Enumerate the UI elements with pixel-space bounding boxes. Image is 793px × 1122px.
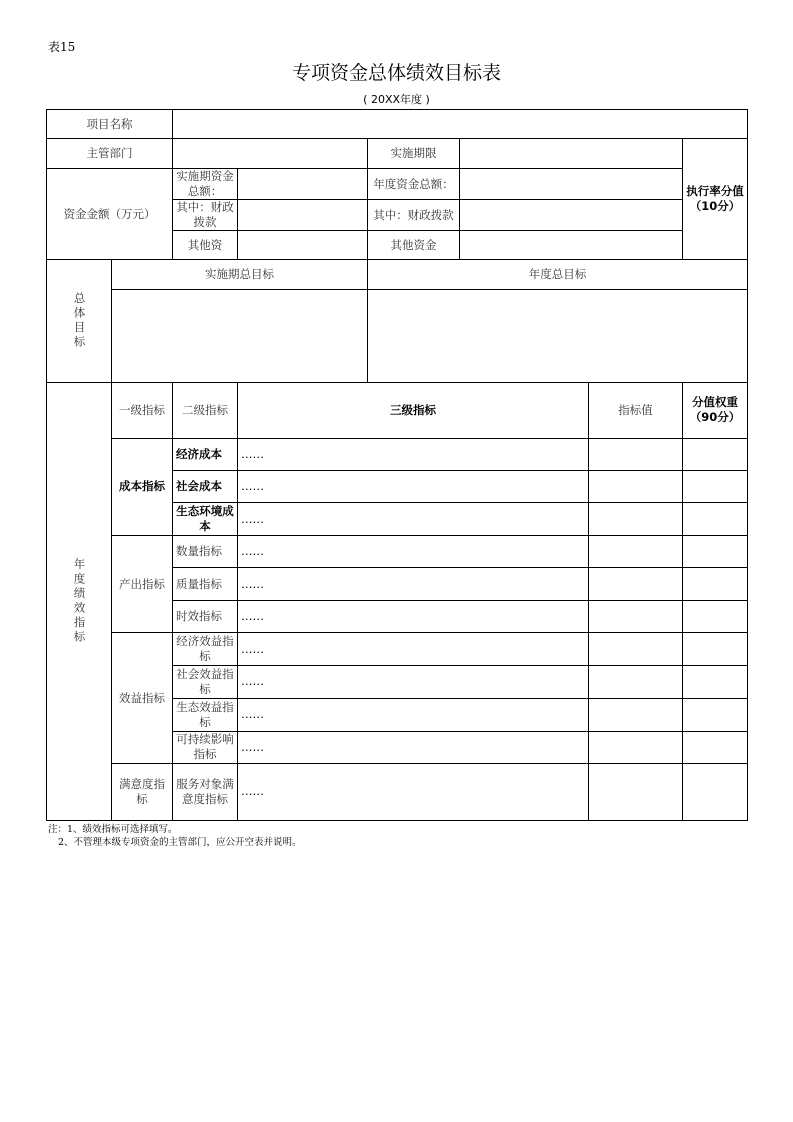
value-field[interactable]	[589, 666, 683, 698]
weight-field[interactable]	[683, 763, 748, 820]
indicator-quality: 质量指标	[173, 568, 238, 601]
other-funds-label: 其他资	[173, 231, 238, 260]
level2-header: 二级指标	[173, 382, 238, 438]
performance-target-table	[46, 109, 748, 821]
weight-field[interactable]	[683, 568, 748, 601]
value-field[interactable]	[589, 601, 683, 633]
level3-field[interactable]: ……	[238, 633, 589, 666]
indicator-sustainability: 可持续影响指标	[173, 731, 238, 763]
value-field[interactable]	[589, 568, 683, 601]
level3-field[interactable]: ……	[238, 698, 589, 731]
level3-field[interactable]: ……	[238, 666, 589, 698]
level3-field[interactable]: ……	[238, 763, 589, 820]
impl-goal-field[interactable]	[112, 290, 368, 382]
annual-funds-label: 年度资金总额：	[368, 169, 460, 200]
value-field[interactable]	[589, 536, 683, 568]
value-field[interactable]	[589, 731, 683, 763]
annual-other-funds-label: 其他资金	[368, 231, 460, 260]
total-impl-funds-label: 实施期资金总额：	[173, 169, 238, 200]
level3-field[interactable]: ……	[238, 536, 589, 568]
weight-field[interactable]	[683, 503, 748, 536]
annual-funds-field[interactable]	[460, 169, 683, 200]
weight-field[interactable]	[683, 698, 748, 731]
project-name-field[interactable]	[173, 110, 748, 139]
level3-field[interactable]: ……	[238, 503, 589, 536]
annual-indicators-label: 年度绩效指标	[72, 557, 87, 645]
level3-field[interactable]: ……	[238, 601, 589, 633]
level3-field[interactable]: ……	[238, 470, 589, 502]
level3-field[interactable]: ……	[238, 731, 589, 763]
overall-goal-label: 总体目标	[72, 292, 87, 351]
footnote-1: 注：1、绩效指标可选择填写。	[48, 824, 178, 835]
fiscal-funds-label: 其中：财政拨款	[173, 200, 238, 231]
level3-field[interactable]: ……	[238, 568, 589, 601]
group-cost: 成本指标	[112, 438, 173, 535]
value-field[interactable]	[589, 763, 683, 820]
fund-amount-label: 资金金额（万元）	[47, 169, 173, 260]
weight-header: 分值权重（90分）	[683, 382, 748, 438]
weight-field[interactable]	[683, 470, 748, 502]
indicator-social-benefit: 社会效益指标	[173, 666, 238, 698]
annual-indicators-section	[47, 382, 112, 820]
footnotes	[48, 823, 302, 849]
indicator-quantity: 数量指标	[173, 536, 238, 568]
page-subtitle: ( 20XX年度 )	[363, 93, 430, 106]
level3-field[interactable]: ……	[238, 438, 589, 470]
overall-goal-section	[47, 260, 112, 382]
department-field[interactable]	[173, 139, 368, 169]
footnote-2: 2、不管理本级专项资金的主管部门，应公开空表并说明。	[58, 837, 302, 848]
value-field[interactable]	[589, 698, 683, 731]
department-label: 主管部门	[47, 139, 173, 169]
project-name-label: 项目名称	[47, 110, 173, 139]
annual-goal-header: 年度总目标	[368, 260, 748, 290]
indicator-timeliness: 时效指标	[173, 601, 238, 633]
level3-header: 三级指标	[238, 382, 589, 438]
annual-goal-field[interactable]	[368, 290, 748, 382]
fiscal-funds-field[interactable]	[238, 200, 368, 231]
group-benefit: 效益指标	[112, 633, 173, 763]
annual-fiscal-field[interactable]	[460, 200, 683, 231]
indicator-social-cost: 社会成本	[173, 470, 238, 502]
weight-field[interactable]	[683, 536, 748, 568]
value-field[interactable]	[589, 438, 683, 470]
group-output: 产出指标	[112, 536, 173, 633]
weight-field[interactable]	[683, 438, 748, 470]
weight-field[interactable]	[683, 731, 748, 763]
indicator-eco-benefit: 生态效益指标	[173, 698, 238, 731]
annual-other-funds-field[interactable]	[460, 231, 683, 260]
period-field[interactable]	[460, 139, 683, 169]
indicator-service-satisfaction: 服务对象满意度指标	[173, 763, 238, 820]
indicator-eco-env-cost: 生态环境成本	[173, 503, 238, 536]
other-funds-field[interactable]	[238, 231, 368, 260]
indicator-economic-benefit: 经济效益指标	[173, 633, 238, 666]
impl-goal-header: 实施期总目标	[112, 260, 368, 290]
annual-fiscal-label: 其中：财政拨款	[368, 200, 460, 231]
total-impl-funds-field[interactable]	[238, 169, 368, 200]
group-satisfaction: 满意度指标	[112, 763, 173, 820]
exec-score-header: 执行率分值（10分）	[683, 139, 748, 260]
period-label: 实施期限	[368, 139, 460, 169]
weight-field[interactable]	[683, 666, 748, 698]
level1-header: 一级指标	[112, 382, 173, 438]
value-field[interactable]	[589, 633, 683, 666]
weight-field[interactable]	[683, 601, 748, 633]
value-field[interactable]	[589, 503, 683, 536]
table-number: 表15	[48, 40, 76, 54]
page-title: 专项资金总体绩效目标表	[291, 62, 501, 84]
weight-field[interactable]	[683, 633, 748, 666]
indicator-economic-cost: 经济成本	[173, 438, 238, 470]
value-field[interactable]	[589, 470, 683, 502]
value-header: 指标值	[589, 382, 683, 438]
